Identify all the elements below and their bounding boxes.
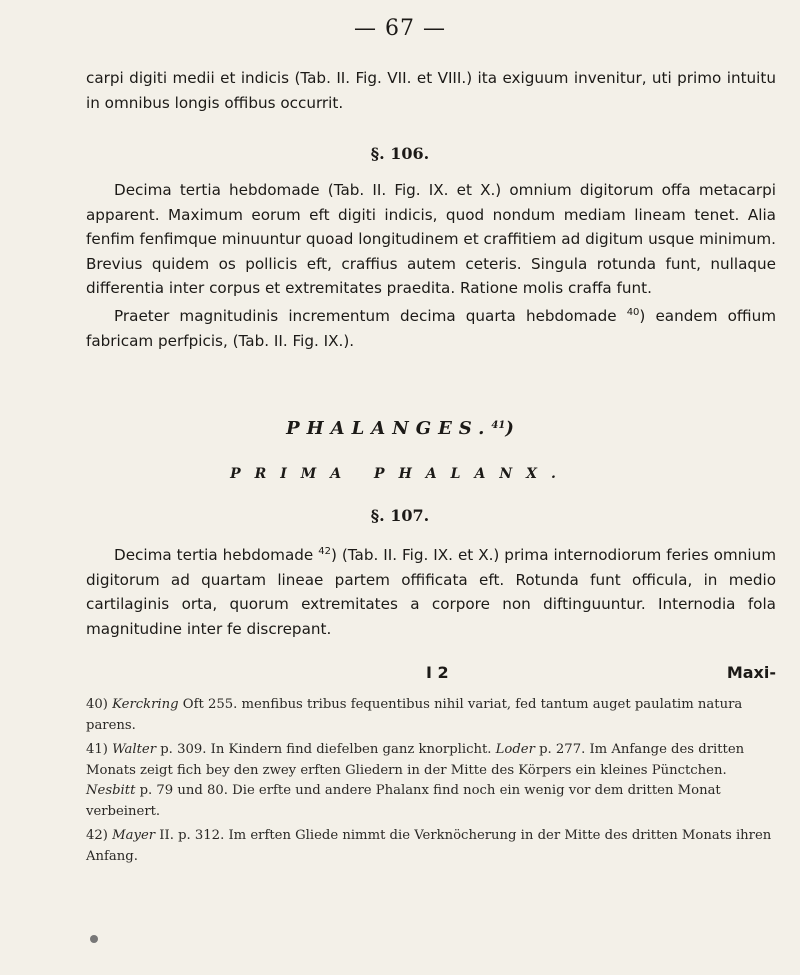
paragraph-107 <box>86 540 776 641</box>
signature-mark: I 2 <box>426 663 449 682</box>
heading-phalanges: PHALANGES.$^{41}$) <box>286 418 514 439</box>
footnote-author: Kerckring <box>112 697 179 712</box>
page-header: — 67 — <box>354 16 446 41</box>
footnote-ref-42: 42 <box>318 546 331 557</box>
paragraph-107-pre: Decima tertia hebdomade <box>114 546 319 564</box>
footnote-ref-41: 41 <box>491 420 506 431</box>
footnote-text: II. p. 312. Im erften Gliede nimmt die Verknöcherung in der Mitte des dritten Monats ihren Anfang. <box>86 828 772 864</box>
footnote-number: 40) <box>86 697 108 712</box>
paragraph-107-text <box>86 540 776 641</box>
footnote-41 <box>86 740 778 822</box>
paragraph-106b <box>86 301 776 353</box>
footnote-text: Oft 255. menfibus tribus fequentibus nihil variat, fed tantum auget paulatim natura parens. <box>86 697 743 733</box>
footnote-text: p. 309. In Kindern find diefelben ganz knorplicht. <box>156 742 496 757</box>
ink-spot <box>90 935 98 943</box>
paragraph-107-post: ) (Tab. II. Fig. IX. et X.) prima internodiorum feries omnium digitorum ad quartam lineae partem offificata eft. Rotunda funt officula, in medio cartilaginis orta, quorum extremitates a corpore non diftinguuntur. Internodia fola magnitudine inter fe discrepant. <box>86 546 776 638</box>
section-heading-107: §. 107. <box>370 506 430 525</box>
footnote-number: 41) <box>86 742 108 757</box>
subheading-prima-phalanx: PRIMA PHALANX. <box>230 466 570 482</box>
heading-phalanges-text: PHALANGES. <box>286 418 492 439</box>
footnote-42 <box>86 826 778 867</box>
catchword: Maxi- <box>726 663 776 682</box>
paragraph-106b-pre: Praeter magnitudinis incrementum decima quarta hebdomade <box>114 306 627 325</box>
intro-paragraph <box>86 66 776 115</box>
footnote-40 <box>86 695 778 736</box>
footnote-text: p. 79 und 80. Die erfte und andere Phalanx find noch ein wenig vor dem dritten Monat verbeinert. <box>86 783 721 819</box>
footnote-author: Nesbitt <box>86 783 136 798</box>
footnotes <box>86 695 778 871</box>
paragraph-106b-post: ) eandem offium fabricam perfpicis, (Tab. II. Fig. IX.). <box>86 306 777 350</box>
footnote-author: Mayer <box>112 828 156 843</box>
paragraph-106 <box>86 178 776 353</box>
footnote-author: Walter <box>112 742 157 757</box>
footnote-text: p. 277. Im Anfange des dritten Monats zeigt fich bey den zwey erften Gliedern in der Mitte des Körpers ein kleines Pünctchen. <box>86 742 745 778</box>
page-number: 67 <box>385 16 415 41</box>
footnote-author: Loder <box>495 742 535 757</box>
section-heading-106: §. 106. <box>370 144 430 163</box>
paragraph-106-text: Decima tertia hebdomade (Tab. II. Fig. IX. et X.) omnium digitorum offa metacarpi apparent. Maximum eorum eft digiti indicis, quod nondum mediam lineam tenet. Alia fenfim fenfimque minuuntur quoad longitudinem et craffitiem ad digitum usque minimum. Brevius quidem os pollicis eft, craffius autem ceteris. Singula rotunda funt, nullaque differentia inter corpus et extremitates praedita. Ratione molis craffa funt. <box>86 181 776 298</box>
footnote-ref-40: 40 <box>626 306 640 318</box>
intro-text: carpi digiti medii et indicis (Tab. II. Fig. VII. et VIII.) ita exiguum invenitur, uti primo intuitu in omnibus longis offibus occurrit. <box>86 69 776 112</box>
footnote-number: 42) <box>86 828 108 843</box>
